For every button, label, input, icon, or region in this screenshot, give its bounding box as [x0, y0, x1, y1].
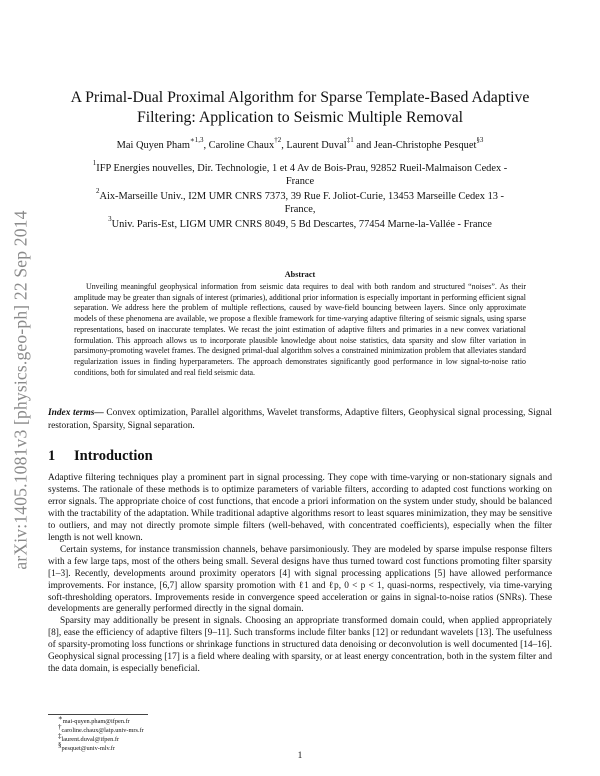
affiliation-text: IFP Energies nouvelles, Dir. Technologie, 1 et 4 Av de Bois-Prau, 92852 Rueil-Malmaison Cedex - [96, 163, 508, 174]
affiliation-2 [48, 187, 552, 216]
footnote-email[interactable]: mai-quyen.pham@ifpen.fr [62, 718, 130, 725]
affiliation-mark: 3 [108, 215, 112, 223]
affiliation-mark: 2 [95, 187, 100, 195]
author-name: Mai Quyen Pham [116, 140, 190, 151]
arxiv-identifier: arXiv:1405.1081v3 [physics.geo-ph] 22 Sep 2014 [10, 210, 31, 570]
author-mark: ∗1,3 [189, 136, 204, 144]
footnote-email[interactable]: pesquet@univ-mlv.fr [61, 745, 115, 752]
abstract-text: Unveiling meaningful geophysical information from seismic data requires to deal with both random and structured “noises”. As their amplitude may be greater than signals of interest (primaries), additional prior information is especially important in performing efficient signal separation. We address here the problem of multiple reflections, caused by wave-field bouncing between layers. Since only approximate models of these phenomena are available, we propose a flexible framework for time-varying adaptive filtering of seismic signals, using sparse representations, based on inaccurate templates. We recast the joint estimation of adaptive filters and primaries in a new convex variational formulation. This approach allows us to incorporate plausible knowledge about noise statistics, data sparsity and slow filter variation in parsimony-promoting wavelet frames. The designed primal-dual algorithm solves a constrained minimization problem that alleviates standard regularization issues in finding hyperparameters. The approach demonstrates significantly good performance in low signal-to-noise ratio conditions, both for simulated and real field seismic data. [74, 282, 526, 377]
index-terms-text: Convex optimization, Parallel algorithms, Wavelet transforms, Adaptive filters, Geophysical signal processing, Signal restoration, Sparsity, Signal separation. [48, 408, 552, 431]
author-and: and [353, 140, 374, 151]
affiliation-3 [48, 215, 552, 231]
footnote-mark: ∗ [58, 714, 63, 722]
affiliation-text: Aix-Marseille Univ., I2M UMR CNRS 7373, 39 Rue F. Joliot-Curie, 13453 Marseille Cedex 13 - [99, 191, 505, 202]
footnote [58, 732, 144, 744]
abstract-heading: Abstract [284, 270, 316, 279]
footnote-mark: § [58, 741, 62, 749]
author-mark: ‡1 [346, 136, 354, 144]
author-name: Laurent Duval [286, 140, 347, 151]
author-list [48, 136, 552, 152]
footnote-email[interactable]: caroline.chaux@latp.univ-mrs.fr [61, 727, 144, 734]
affiliation-text: Univ. Paris-Est, LIGM UMR CNRS 8049, 5 Bd Descartes, 77454 Marne-la-Vallée - France [111, 219, 492, 230]
author-name: Caroline Chaux [208, 140, 275, 151]
author-name: Jean-Christophe Pesquet [373, 140, 477, 151]
section-number: 1 [48, 448, 56, 464]
footnote [58, 714, 144, 726]
arxiv-sidebar-stamp [4, 180, 38, 600]
index-terms [48, 407, 552, 433]
section-body [48, 473, 552, 676]
footnote-rule [48, 714, 148, 715]
section-heading [48, 448, 153, 465]
page-number: 1 [297, 751, 303, 761]
author-mark: §3 [476, 136, 484, 144]
footnote-mark: † [58, 723, 62, 731]
affiliation-1 [48, 159, 552, 188]
footnote-mark: ‡ [58, 732, 62, 740]
section-title: Introduction [74, 448, 153, 464]
index-terms-label: Index terms— [48, 408, 104, 418]
footnotes [58, 714, 144, 753]
author-separator: , [203, 140, 209, 151]
title-line-1: A Primal-Dual Proximal Algorithm for Sparse Template-Based Adaptive [70, 89, 530, 106]
title-line-2: Filtering: Application to Seismic Multiple Removal [136, 109, 463, 126]
footnote [58, 723, 144, 735]
author-mark: †2 [274, 136, 282, 144]
affiliation-text: France [285, 176, 315, 187]
paragraph: Adaptive filtering techniques play a prominent part in signal processing. They cope with time-varying or non-stationary signals and systems. The rationale of these methods is to optimize parameters of variable filters, according to adapted cost functions working on error signals. The appropriate choice of cost functions, that encode a priori information on the system under study, should be balanced with the tractability of the adaptation. While traditional adaptive algorithms resort to least squares minimization, they may be sensitive to outliers, and may not directly promote simple filters (well-behaved, with concentrated coefficients), especially when the filter length is not well known. [48, 473, 552, 543]
author-separator: , [281, 140, 287, 151]
paragraph: Certain systems, for instance transmission channels, behave parsimoniously. They are modeled by sparse impulse response filters with a few large taps, most of the others being small. Several designs have thus turned toward cost functions promoting filter sparsity [1–3]. Recently, developments around proximity operators [4] with signal processing applications [5] have allowed performance improvements. For instance, [6,7] allow sparsity promotion with ℓ1 and ℓp, 0 < p < 1, quasi-norms, respectively, via time-varying soft-thresholding operators. Improvements reside in convergence speed acceleration or gains in signal-to-noise ratios (SNRs). These developments are generally performed directly in the signal domain. [48, 544, 552, 615]
paragraph: Sparsity may additionally be present in signals. Choosing an appropriate transformed domain could, when applied appropriately [8], ease the efficiency of adaptive filters [9–11]. Such transforms include filter banks [12] or redundant wavelets [13]. The usefulness of sparsity-promoting loss functions or shrinkage functions in structured data denoising or deconvolution is well documented [14–16]. Geophysical signal processing [17] is a field where dealing with sparsity, or at least energy concentration, both in the system filter and the data domain, is especially beneficial. [48, 616, 552, 675]
affiliation-mark: 1 [92, 159, 97, 167]
affiliation-text: France, [284, 204, 316, 215]
paper-title [48, 88, 552, 128]
footnote-email[interactable]: laurent.duval@ifpen.fr [61, 736, 120, 743]
